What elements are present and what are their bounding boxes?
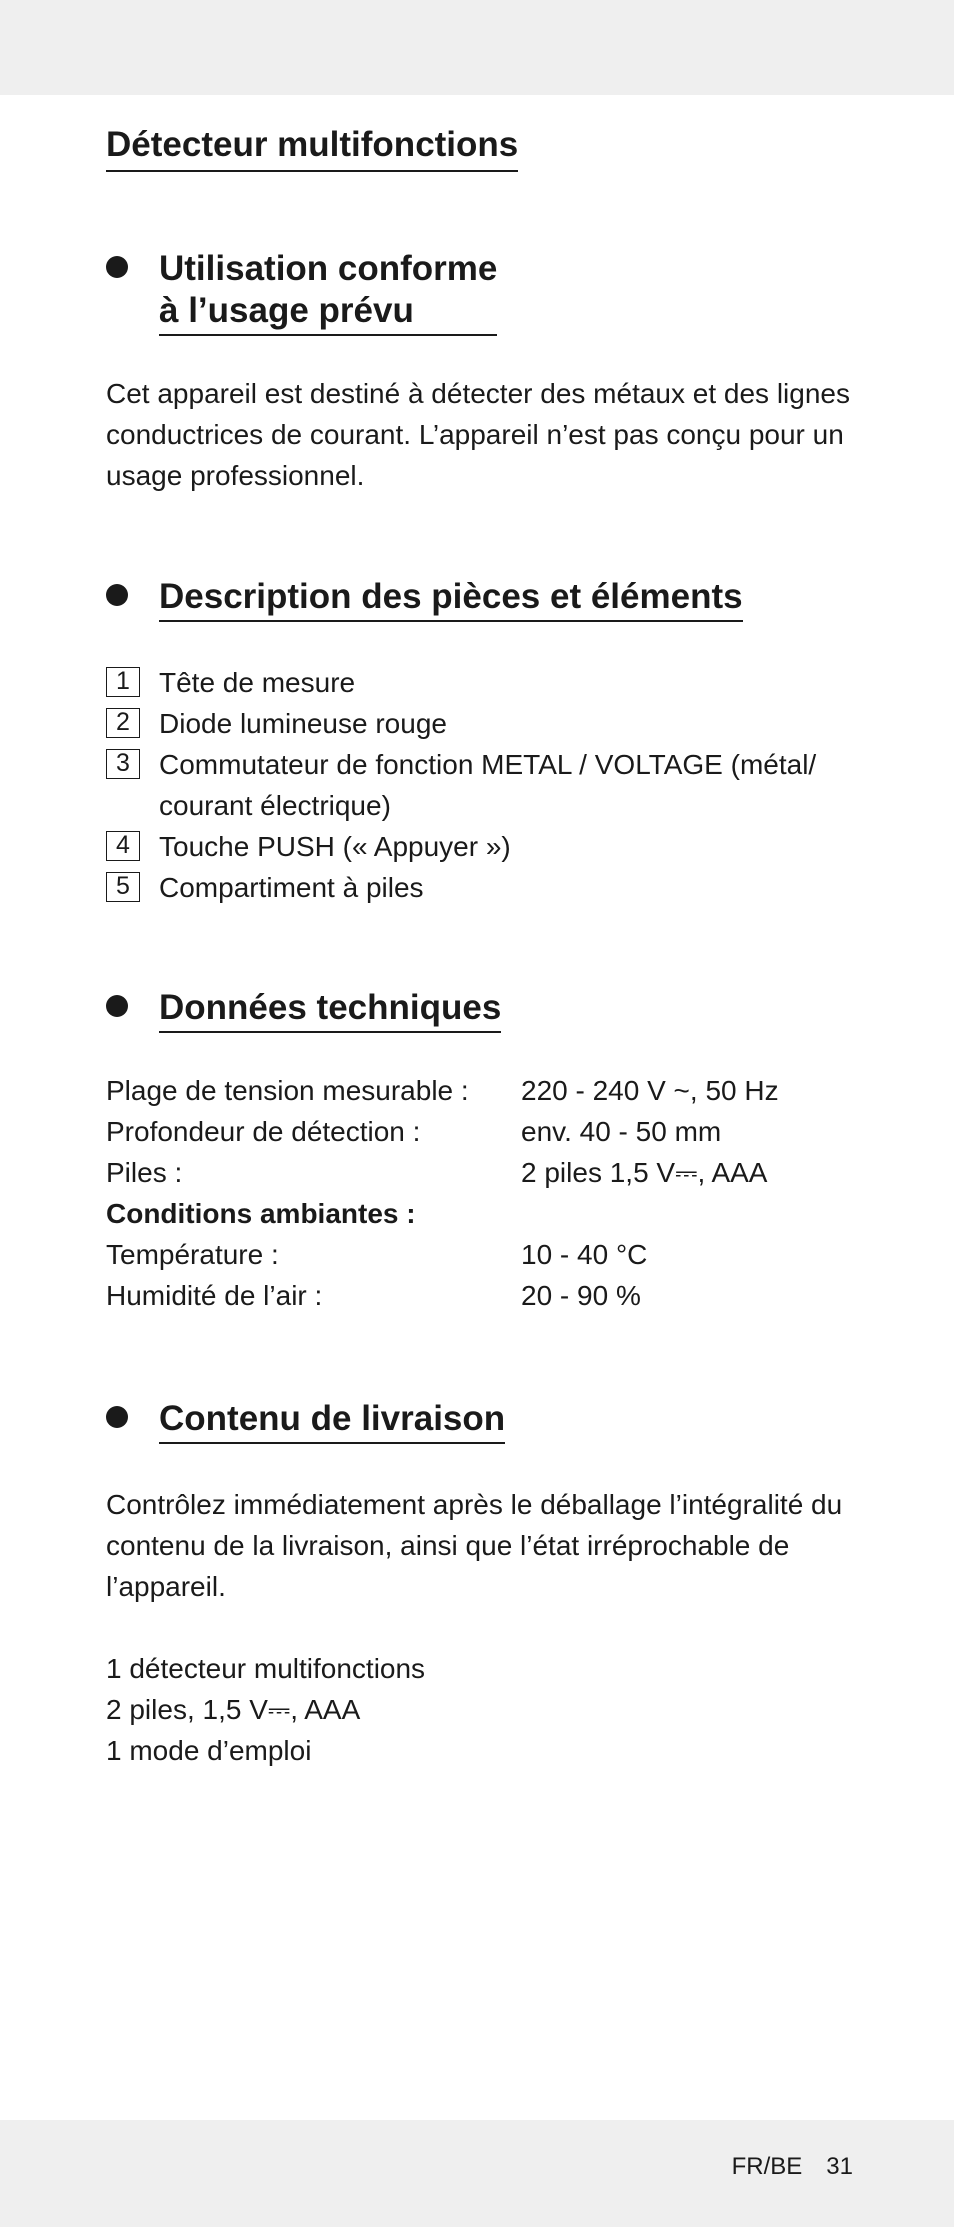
top-band — [0, 0, 954, 95]
part-label: Tête de mesure — [159, 667, 356, 698]
section-title: Données techniques — [159, 987, 501, 1033]
list-item — [106, 744, 866, 826]
tech-spec-table — [106, 1070, 866, 1316]
spec-group-label: Conditions ambiantes : — [106, 1198, 416, 1229]
table-row — [106, 1234, 866, 1275]
list-item — [106, 703, 866, 744]
spec-value: 10 - 40 °C — [521, 1239, 648, 1270]
spec-label: Humidité de l’air : — [106, 1280, 323, 1311]
part-number: 4 — [106, 831, 140, 861]
parts-list — [106, 662, 866, 908]
section-parts-heading — [106, 576, 743, 622]
bullet-icon — [106, 995, 128, 1017]
part-number: 3 — [106, 749, 140, 779]
list-item: 2 piles, 1,5 V⎓, AAA — [106, 1694, 361, 1725]
part-number: 5 — [106, 872, 140, 902]
spec-value: 220 - 240 V ~, 50 Hz — [521, 1075, 779, 1106]
section-intended-use-heading — [106, 248, 497, 336]
delivery-text: Contrôlez immédiatement après le déballage l’intégralité du contenu de la livraison, ainsi que l’état irréprochable de l’appareil. — [106, 1489, 843, 1602]
table-row — [106, 1070, 866, 1111]
table-row — [106, 1111, 866, 1152]
intended-use-text: Cet appareil est destiné à détecter des métaux et des lignes conductrices de courant. L’appareil n’est pas conçu pour un usage professionnel. — [106, 378, 850, 491]
spec-value: 20 - 90 % — [521, 1280, 641, 1311]
title-line-1: Utilisation conforme — [159, 249, 498, 288]
section-delivery-heading — [106, 1398, 505, 1444]
section-title — [159, 248, 497, 336]
table-row — [106, 1275, 866, 1316]
spec-label: Piles : — [106, 1157, 183, 1188]
section-tech-heading — [106, 987, 501, 1033]
bullet-icon — [106, 584, 128, 606]
language-code: FR/BE — [731, 2153, 803, 2180]
table-row — [106, 1152, 866, 1193]
spec-label: Plage de tension mesurable : — [106, 1075, 469, 1106]
part-number: 1 — [106, 667, 140, 697]
spec-value: env. 40 - 50 mm — [521, 1116, 722, 1147]
list-item — [106, 826, 866, 867]
title-line-2: à l’usage prévu — [159, 291, 414, 330]
part-number: 2 — [106, 708, 140, 738]
section-title: Description des pièces et éléments — [159, 576, 743, 622]
spec-label: Profondeur de détection : — [106, 1116, 421, 1147]
page-footer — [732, 2152, 853, 2182]
list-item — [106, 867, 866, 908]
spec-label: Température : — [106, 1239, 279, 1270]
page-title: Détecteur multifonctions — [106, 122, 518, 172]
bullet-icon — [106, 256, 128, 278]
page-number: 31 — [826, 2153, 853, 2180]
list-item — [106, 662, 866, 703]
part-label: Compartiment à piles — [159, 872, 424, 903]
list-item: 1 détecteur multifonctions — [106, 1653, 426, 1684]
part-label: Diode lumineuse rouge — [159, 708, 447, 739]
part-label: Commutateur de fonction METAL / VOLTAGE (métal/ courant électrique) — [159, 749, 817, 821]
bullet-icon — [106, 1406, 128, 1428]
table-row — [106, 1193, 866, 1234]
section-title: Contenu de livraison — [159, 1398, 505, 1444]
part-label: Touche PUSH (« Appuyer ») — [159, 831, 511, 862]
spec-value: 2 piles 1,5 V⎓, AAA — [521, 1157, 768, 1188]
delivery-list — [106, 1648, 425, 1771]
list-item: 1 mode d’emploi — [106, 1735, 312, 1766]
